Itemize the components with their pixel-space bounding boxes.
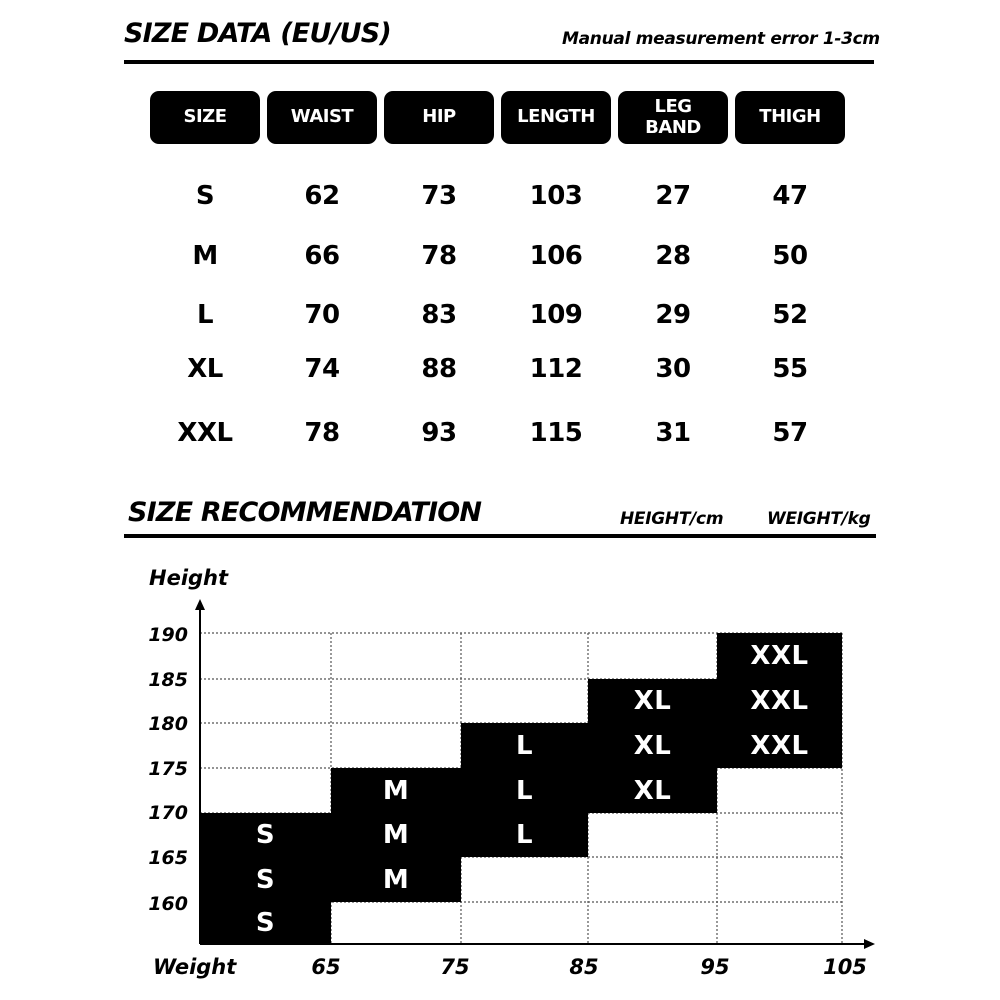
size-block: S bbox=[200, 902, 331, 944]
cell-length: 106 bbox=[529, 241, 583, 271]
cell-size: XL bbox=[187, 354, 223, 384]
header-length: LENGTH bbox=[501, 91, 611, 144]
cell-length: 115 bbox=[529, 418, 583, 448]
weight-unit-label: WEIGHT/kg bbox=[767, 509, 871, 529]
cell-waist: 70 bbox=[304, 300, 340, 330]
y-tick-label: 160 bbox=[148, 893, 188, 915]
size-block: XXL bbox=[717, 679, 842, 723]
cell-thigh: 47 bbox=[772, 181, 808, 211]
size-block: M bbox=[331, 813, 461, 857]
cell-size: XXL bbox=[177, 418, 233, 448]
cell-thigh: 55 bbox=[772, 354, 808, 384]
size-block: S bbox=[200, 857, 331, 902]
x-tick-label: 85 bbox=[569, 955, 599, 979]
x-tick-label: 105 bbox=[823, 955, 867, 979]
size-block: S bbox=[200, 813, 331, 857]
y-tick-label: 165 bbox=[148, 847, 188, 869]
cell-hip: 93 bbox=[421, 418, 457, 448]
cell-length: 103 bbox=[529, 181, 583, 211]
cell-size: S bbox=[195, 181, 215, 211]
size-block: XL bbox=[588, 679, 717, 723]
size-block: XL bbox=[588, 723, 717, 768]
cell-hip: 73 bbox=[421, 181, 457, 211]
cell-waist: 74 bbox=[304, 354, 340, 384]
cell-waist: 66 bbox=[304, 241, 340, 271]
size-block: L bbox=[461, 768, 588, 813]
header-thigh: THIGH bbox=[735, 91, 845, 144]
y-tick-label: 170 bbox=[148, 802, 188, 824]
x-tick-label: 65 bbox=[311, 955, 341, 979]
size-block: M bbox=[331, 768, 461, 813]
cell-length: 109 bbox=[529, 300, 583, 330]
cell-hip: 83 bbox=[421, 300, 457, 330]
x-tick-label: 75 bbox=[440, 955, 470, 979]
cell-leg-band: 27 bbox=[655, 181, 691, 211]
y-tick-label: 180 bbox=[148, 713, 188, 735]
header-size: SIZE bbox=[150, 91, 260, 144]
cell-waist: 62 bbox=[304, 181, 340, 211]
cell-size: M bbox=[192, 241, 218, 271]
header-leg-band: LEG BAND bbox=[618, 91, 728, 144]
cell-hip: 88 bbox=[421, 354, 457, 384]
size-data-title: SIZE DATA (EU/US) bbox=[124, 18, 391, 49]
size-block: L bbox=[461, 723, 588, 768]
cell-thigh: 52 bbox=[772, 300, 808, 330]
size-block: L bbox=[461, 813, 588, 857]
y-tick-label: 175 bbox=[148, 758, 188, 780]
size-block: XXL bbox=[717, 723, 842, 768]
header-hip: HIP bbox=[384, 91, 494, 144]
cell-leg-band: 28 bbox=[655, 241, 691, 271]
cell-size: L bbox=[196, 300, 214, 330]
y-tick-label: 190 bbox=[148, 624, 188, 646]
cell-waist: 78 bbox=[304, 418, 340, 448]
x-tick-label: 95 bbox=[700, 955, 730, 979]
cell-leg-band: 29 bbox=[655, 300, 691, 330]
x-axis-title: Weight bbox=[153, 955, 237, 979]
recommendation-title: SIZE RECOMMENDATION bbox=[128, 497, 482, 528]
height-unit-label: HEIGHT/cm bbox=[620, 509, 724, 529]
size-block: XXL bbox=[717, 633, 842, 679]
header-waist: WAIST bbox=[267, 91, 377, 144]
cell-leg-band: 31 bbox=[655, 418, 691, 448]
cell-thigh: 50 bbox=[772, 241, 808, 271]
cell-thigh: 57 bbox=[772, 418, 808, 448]
size-block: XL bbox=[588, 768, 717, 813]
cell-leg-band: 30 bbox=[655, 354, 691, 384]
y-tick-label: 185 bbox=[148, 669, 188, 691]
measurement-note: Manual measurement error 1-3cm bbox=[562, 29, 880, 49]
cell-hip: 78 bbox=[421, 241, 457, 271]
y-axis-title: Height bbox=[149, 566, 229, 590]
cell-length: 112 bbox=[529, 354, 583, 384]
size-block: M bbox=[331, 857, 461, 902]
